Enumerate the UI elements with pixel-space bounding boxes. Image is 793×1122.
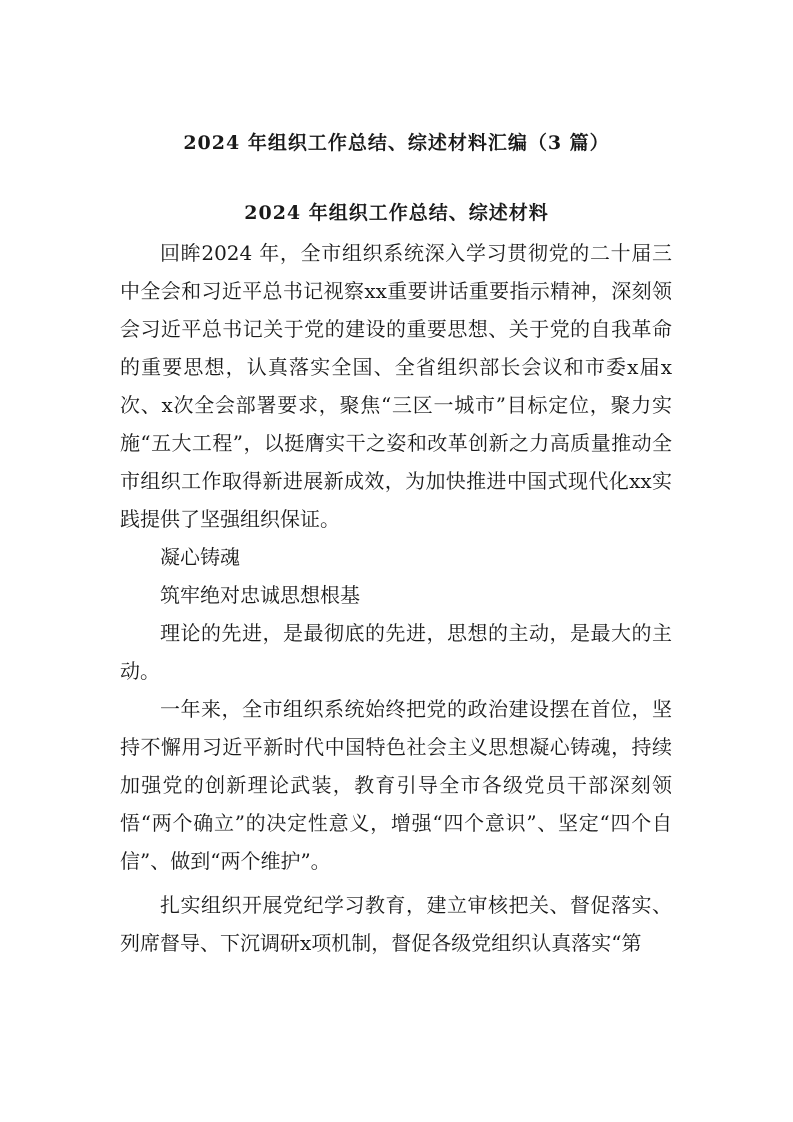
section-heading: 凝心铸魂 (160, 545, 240, 569)
paragraph-intro: 回眸2024 年，全市组织系统深入学习贯彻党的二十届三中全会和习近平总书记视察xx重要讲话重要指示精神，深刻领会习近平总书记关于党的建设的重要思想、关于党的自我革命的重要思想，认真落实全国、全省组织部长会议和市委x届x次、x次全会部署要求，聚焦“三区一城市”目标定位，聚力实施“五大工程”，以挺膺实干之姿和改革创新之力高质量推动全市组织工作取得新进展新成效，为加快推进中国式现代化xx实践提供了坚强组织保证。 (120, 241, 672, 531)
document-subtitle: 2024 年组织工作总结、综述材料 (244, 202, 549, 224)
paragraph: 扎实组织开展党纪学习教育，建立审核把关、督促落实、列席督导、下沉调研x项机制，督促各级党组织认真落实“第 (120, 893, 672, 955)
paragraph: 一年来，全市组织系统始终把党的政治建设摆在首位，坚持不懈用习近平新时代中国特色社会主义思想凝心铸魂，持续加强党的创新理论武装，教育引导全市各级党员干部深刻领悟“两个确立”的决定性意义，增强“四个意识”、坚定“四个自信”、做到“两个维护”。 (120, 697, 672, 873)
document-body (120, 234, 672, 962)
paragraph: 理论的先进，是最彻底的先进，思想的主动，是最大的主动。 (120, 621, 672, 683)
section-subheading: 筑牢绝对忠诚思想根基 (160, 583, 360, 607)
document-title: 2024 年组织工作总结、综述材料汇编（3 篇） (183, 132, 610, 154)
